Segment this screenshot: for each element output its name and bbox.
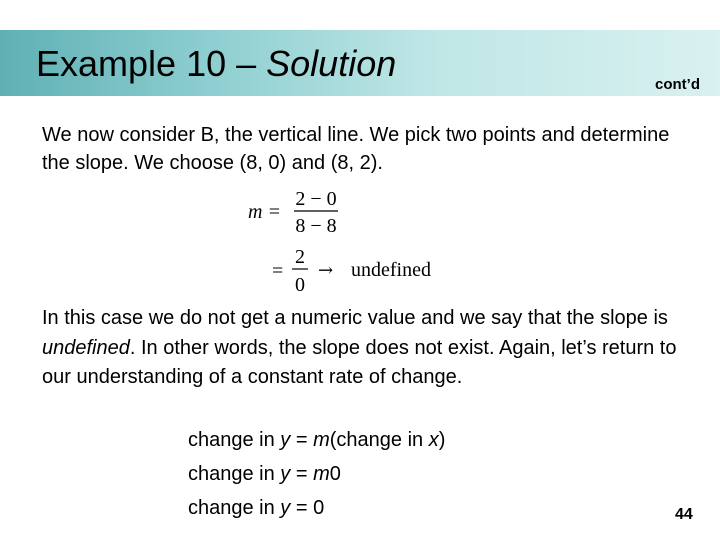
paragraph-intro: We now consider B, the vertical line. We pick two points and determine the slope. We choose (8, 0) and (8, 2). (42, 124, 670, 174)
eq-text: = (290, 429, 314, 451)
eq2-lhs: = (272, 260, 284, 282)
eq-text: change in (188, 429, 281, 451)
eq-var-x: x (428, 429, 439, 451)
para2-part-a: In this case we do not get a numeric value and we say that the slope is (42, 307, 668, 329)
para2-italic: undefined (42, 336, 130, 359)
eq-text: = (290, 463, 314, 485)
arrow-icon: → (318, 260, 334, 281)
eq-var-y: y (280, 497, 291, 519)
eq-text: = 0 (290, 497, 325, 519)
title-italic: Solution (266, 43, 397, 84)
eq-text: (change in (329, 429, 429, 451)
slide-title (36, 40, 396, 88)
eq2-numerator: 2 (295, 246, 305, 268)
eq2-result: undefined (351, 259, 431, 281)
eq-text: change in (188, 497, 281, 519)
eq2-denominator: 0 (295, 274, 305, 296)
equation-line-2 (188, 460, 341, 488)
equation-line-3 (188, 494, 324, 522)
title-main: Example 10 – (36, 43, 267, 84)
eq-var-y: y (280, 429, 291, 451)
page-number: 44 (675, 506, 693, 523)
eq1-lhs: m = (248, 201, 281, 223)
slope-equation (246, 188, 486, 298)
continued-label: cont’d (655, 76, 700, 93)
eq-text: ) (438, 429, 446, 451)
eq-var-y: y (280, 463, 291, 485)
eq-var-m: m (313, 463, 330, 485)
eq-text: change in (188, 463, 281, 485)
paragraph-explanation (42, 304, 702, 393)
equation-line-1 (188, 426, 445, 454)
eq1-numerator: 2 − 0 (295, 188, 337, 210)
para2-part-b: . In other words, the slope does not exist. Again, let’s return to our understanding of a constant rate of change. (42, 336, 677, 388)
eq-var-m: m (313, 429, 330, 451)
eq1-denominator: 8 − 8 (295, 215, 337, 237)
eq-text: 0 (329, 463, 341, 485)
